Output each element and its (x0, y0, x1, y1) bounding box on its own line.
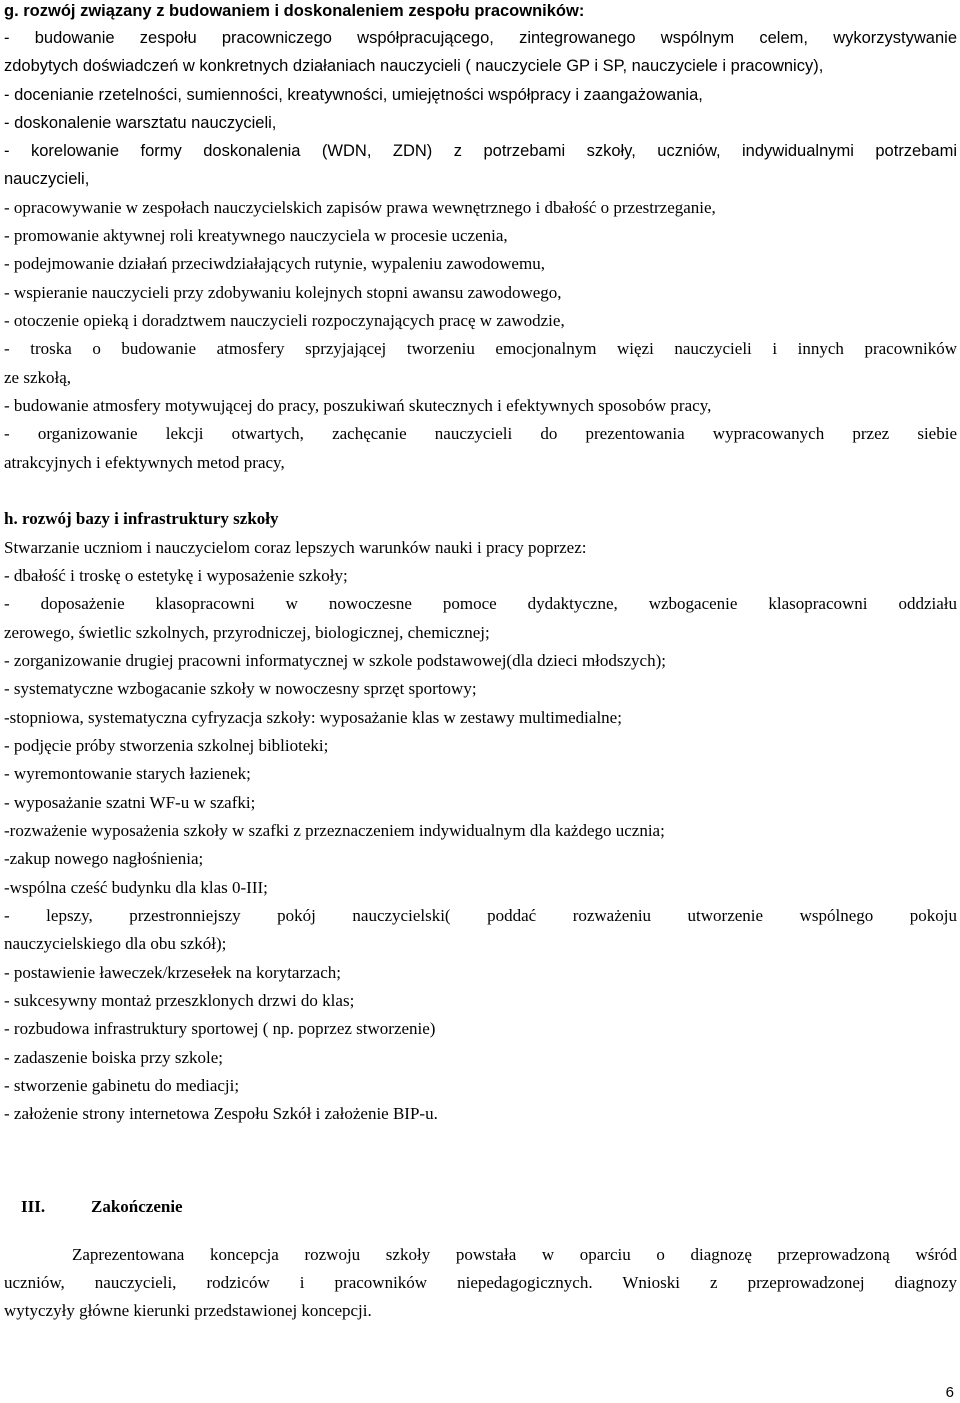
conclusion-line: Zaprezentowana koncepcja rozwoju szkoły powstała w oparciu o diagnozę przeprowadzoną wśród (72, 1245, 957, 1264)
section-h-line: - lepszy, przestronniejszy pokój nauczycielski( poddać rozważeniu utworzenie wspólnego pokoju (4, 906, 957, 925)
page-number: 6 (945, 1384, 954, 1401)
section-h-line: - zorganizowanie drugiej pracowni informatycznej w szkole podstawowej(dla dzieci młodszych); (4, 651, 666, 670)
section-h-line: - założenie strony internetowa Zespołu Szkół i założenie BIP-u. (4, 1104, 438, 1123)
section-g-line: - otoczenie opieką i doradztwem nauczycieli rozpoczynających pracę w zawodzie, (4, 311, 565, 330)
section-h-line: - stworzenie gabinetu do mediacji; (4, 1076, 240, 1095)
section-h-line: zerowego, świetlic szkolnych, przyrodniczej, biologicznej, chemicznej; (4, 623, 490, 642)
section-g-line: zdobytych doświadczeń w konkretnych działaniach nauczycieli ( nauczyciele GP i SP, nauczyciele i pracownicy), (4, 57, 824, 75)
conclusion-title: Zakończenie (91, 1197, 183, 1216)
section-g-line: - wspieranie nauczycieli przy zdobywaniu kolejnych stopni awansu zawodowego, (4, 283, 562, 302)
section-g-line: - budowanie zespołu pracowniczego współpracującego, zintegrowanego wspólnym celem, wykorzystywanie (4, 29, 957, 47)
section-g-heading: g. rozwój związany z budowaniem i doskonaleniem zespołu pracowników: (4, 2, 585, 20)
section-h-line: nauczycielskiego dla obu szkół); (4, 934, 227, 953)
section-h-line: - sukcesywny montaż przeszklonych drzwi do klas; (4, 991, 355, 1010)
section-g-line: atrakcyjnych i efektywnych metod pracy, (4, 453, 285, 472)
section-h-line: - rozbudowa infrastruktury sportowej ( np. poprzez stworzenie) (4, 1019, 436, 1038)
section-h-line: - dbałość i troskę o estetykę i wyposażenie szkoły; (4, 566, 348, 585)
section-g-line: nauczycieli, (4, 170, 90, 188)
section-g-line: - organizowanie lekcji otwartych, zachęcanie nauczycieli do prezentowania wypracowanych przez siebie (4, 424, 957, 443)
conclusion-number: III. (21, 1197, 46, 1216)
section-h-heading: h. rozwój bazy i infrastruktury szkoły (4, 509, 279, 528)
section-h-line: - wyposażanie szatni WF-u w szafki; (4, 793, 256, 812)
conclusion-line: wytyczyły główne kierunki przedstawionej koncepcji. (4, 1301, 372, 1320)
section-g-line: - troska o budowanie atmosfery sprzyjającej tworzeniu emocjonalnym więzi nauczycieli i innych pracowników (4, 339, 957, 358)
section-h-line: -zakup nowego nagłośnienia; (4, 849, 204, 868)
conclusion-line: uczniów, nauczycieli, rodziców i pracowników niepedagogicznych. Wnioski z przeprowadzonej diagnozy (4, 1273, 957, 1292)
section-g-line: - podejmowanie działań przeciwdziałających rutynie, wypaleniu zawodowemu, (4, 254, 545, 273)
section-h-line: -rozważenie wyposażenia szkoły w szafki z przeznaczeniem indywidualnym dla każdego ucznia; (4, 821, 665, 840)
section-h-line: - zadaszenie boiska przy szkole; (4, 1048, 224, 1067)
section-g-line: - budowanie atmosfery motywującej do pracy, poszukiwań skutecznych i efektywnych sposobów pracy, (4, 396, 712, 415)
section-h-line: - wyremontowanie starych łazienek; (4, 764, 251, 783)
section-h-line: - podjęcie próby stworzenia szkolnej biblioteki; (4, 736, 329, 755)
section-g-line: - korelowanie formy doskonalenia (WDN, ZDN) z potrzebami szkoły, uczniów, indywidualnymi potrzebami (4, 142, 957, 160)
section-h-line: Stwarzanie uczniom i nauczycielom coraz lepszych warunków nauki i pracy poprzez: (4, 538, 587, 557)
section-g-line: - docenianie rzetelności, sumienności, kreatywności, umiejętności współpracy i zaangażowania, (4, 86, 703, 104)
section-h-line: -wspólna cześć budynku dla klas 0-III; (4, 878, 268, 897)
section-h-line: - postawienie ławeczek/krzesełek na korytarzach; (4, 963, 341, 982)
section-g-line: ze szkołą, (4, 368, 72, 387)
section-g-line: - promowanie aktywnej roli kreatywnego nauczyciela w procesie uczenia, (4, 226, 508, 245)
section-h-line: - doposażenie klasopracowni w nowoczesne pomoce dydaktyczne, wzbogacenie klasopracowni oddziału (4, 594, 957, 613)
section-h-line: -stopniowa, systematyczna cyfryzacja szkoły: wyposażanie klas w zestawy multimedialne; (4, 708, 622, 727)
section-g-line: - opracowywanie w zespołach nauczycielskich zapisów prawa wewnętrznego i dbałość o przestrzeganie, (4, 198, 716, 217)
section-h-line: - systematyczne wzbogacanie szkoły w nowoczesny sprzęt sportowy; (4, 679, 477, 698)
section-g-line: - doskonalenie warsztatu nauczycieli, (4, 114, 277, 132)
